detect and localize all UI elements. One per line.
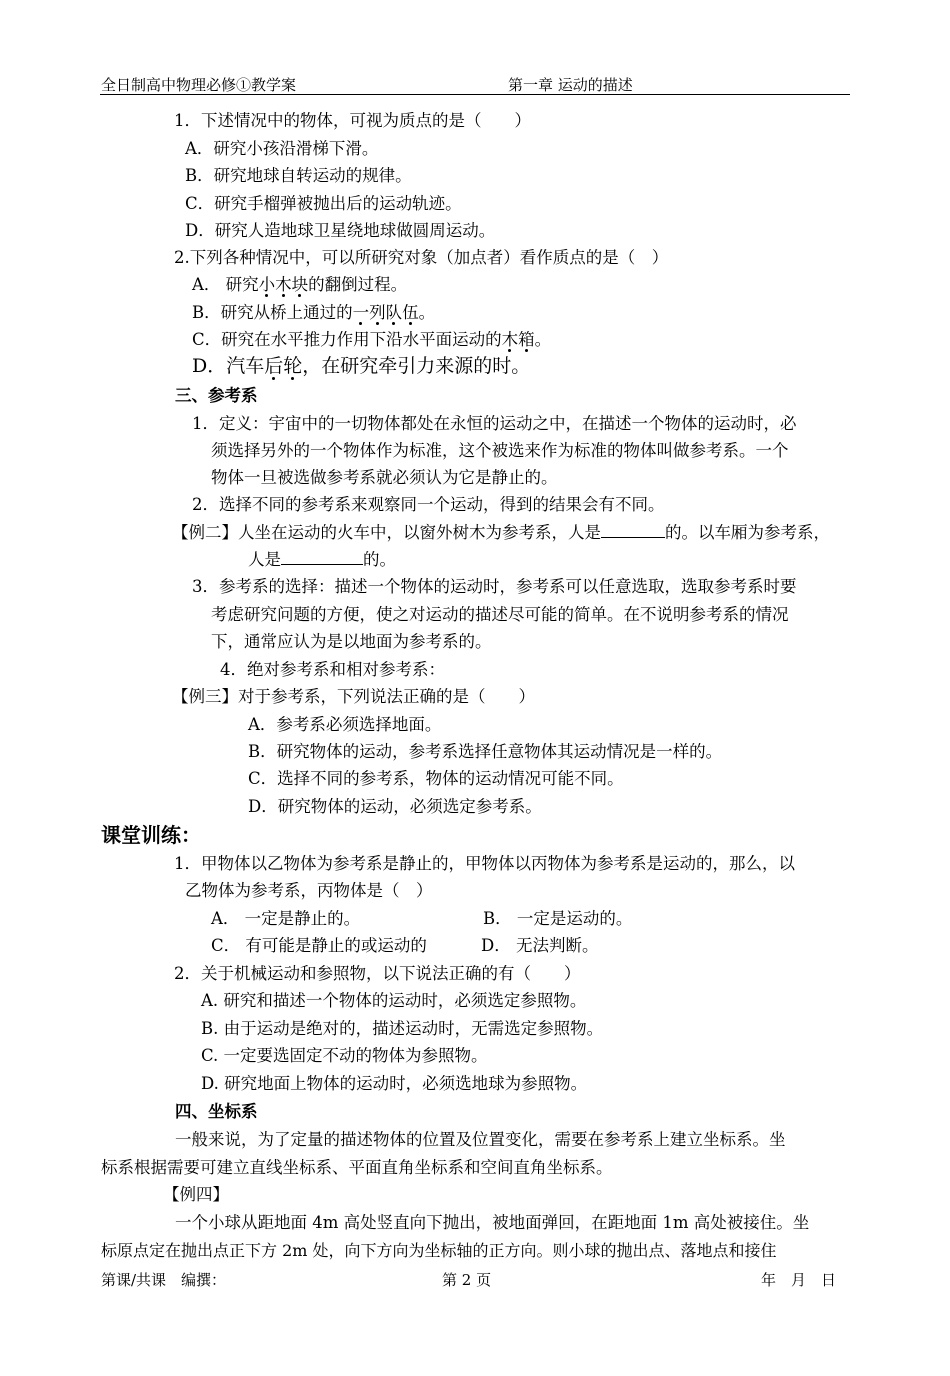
q2-b-emphasis — [353, 303, 419, 322]
training-q2-option-a: A. 研究和描述一个物体的运动时，必须选定参照物。 — [201, 991, 587, 1010]
sec3-p2: 2．选择不同的参考系来观察同一个运动，得到的结果会有不同。 — [192, 495, 665, 514]
sec4-p-line1: 一般来说，为了定量的描述物体的位置及位置变化，需要在参考系上建立坐标系。坐 — [175, 1130, 786, 1149]
training-heading: 课堂训练： — [101, 823, 201, 847]
example-2-line1 — [172, 522, 830, 544]
example-2-text: 【例二】人坐在运动的火车中，以窗外树木为参考系，人是 — [172, 523, 601, 542]
answer-blank-2[interactable] — [281, 550, 363, 565]
emphasis-char: 一 — [352, 303, 370, 322]
sec3-p1-line1: 1．定义：宇宙中的一切物体都处在永恒的运动之中，在描述一个物体的运动时，必 — [192, 414, 797, 433]
example-3-option-d: D．研究物体的运动，必须选定参考系。 — [248, 797, 542, 816]
footer-date: 年 月 日 — [761, 1271, 837, 1289]
emphasis-char: 伍 — [402, 303, 419, 322]
header-chapter: 第一章 运动的描述 — [508, 76, 633, 94]
q2-b-tail: 。 — [418, 303, 436, 322]
q2-option-b — [192, 302, 435, 324]
q2-d-emphasis — [264, 355, 302, 377]
emphasis-char: 木 — [501, 330, 519, 349]
training-q1-option-a: A． 一定是静止的。 — [211, 909, 361, 928]
training-q1-line2: 乙物体为参考系，丙物体是（ ） — [185, 881, 433, 900]
emphasis-char: 轮 — [283, 355, 303, 377]
sec3-p3-line3: 下，通常应认为是以地面为参考系的。 — [211, 632, 492, 651]
header-title: 全日制高中物理必修①教学案 — [101, 76, 297, 94]
q2-c-text: C．研究在水平推力作用下沿水平面运动的 — [192, 330, 502, 349]
page-number: 第 2 页 — [442, 1271, 492, 1289]
training-q2-option-d: D. 研究地面上物体的运动时，必须选地球为参照物。 — [201, 1074, 588, 1093]
training-q2-stem: 2．关于机械运动和参照物，以下说法正确的有（ ） — [174, 964, 581, 983]
q1-option-a: A．研究小孩沿滑梯下滑。 — [185, 139, 379, 158]
example-2-line2-tail: 的。 — [363, 550, 396, 569]
example-4-line2: 标原点定在抛出点正下方 2m 处，向下方向为坐标轴的正方向。则小球的抛出点、落地点和接住 — [101, 1241, 777, 1260]
section-3-heading: 三、参考系 — [175, 386, 258, 405]
training-q1-option-d: D． 无法判断。 — [481, 936, 599, 955]
sec3-p4: 4．绝对参考系和相对参考系： — [220, 660, 445, 679]
sec3-p3-line2: 考虑研究问题的方便，使之对运动的描述尽可能的简单。在不说明参考系的情况 — [211, 605, 789, 624]
emphasis-char: 箱 — [518, 330, 535, 349]
training-q1-option-c: C． 有可能是静止的或运动的 — [211, 936, 427, 955]
q2-option-c — [192, 329, 551, 351]
q1-option-d: D．研究人造地球卫星绕地球做圆周运动。 — [185, 221, 496, 240]
q2-option-d — [192, 355, 530, 377]
example-4-label: 【例四】 — [163, 1185, 229, 1204]
q2-d-tail: ，在研究牵引力来源的时。 — [302, 355, 531, 377]
q2-option-a — [192, 274, 407, 296]
q1-option-c: C．研究手榴弹被抛出后的运动轨迹。 — [185, 194, 462, 213]
q1-stem: 1．下述情况中的物体，可视为质点的是（ ） — [174, 111, 531, 130]
training-q1-option-b: B． 一定是运动的。 — [483, 909, 633, 928]
training-q1-line1: 1．甲物体以乙物体为参考系是静止的，甲物体以丙物体为参考系是运动的，那么，以 — [174, 854, 795, 873]
example-3-option-b: B．研究物体的运动，参考系选择任意物体其运动情况是一样的。 — [248, 742, 723, 761]
emphasis-char: 块 — [291, 275, 309, 294]
emphasis-char: 后 — [264, 355, 284, 377]
example-3-option-a: A．参考系必须选择地面。 — [248, 715, 442, 734]
example-3-option-c: C．选择不同的参考系，物体的运动情况可能不同。 — [248, 769, 624, 788]
q2-a-tail: 的翻倒过程。 — [308, 275, 408, 294]
emphasis-char: 小 — [258, 275, 276, 294]
sec3-p3-line1: 3．参考系的选择：描述一个物体的运动时，参考系可以任意选取，选取参考系时要 — [192, 577, 797, 596]
q2-stem: 2.下列各种情况中，可以所研究对象（加点者）看作质点的是（ ） — [174, 248, 669, 267]
q1-option-b: B．研究地球自转运动的规律。 — [185, 166, 412, 185]
example-2-line2-text: 人是 — [248, 550, 281, 569]
example-2-text-tail: 的。以车厢为参考系， — [665, 523, 830, 542]
sec3-p1-line3: 物体一旦被选做参考系就必须认为它是静止的。 — [211, 468, 558, 487]
q2-c-emphasis — [502, 330, 535, 349]
q2-a-text: A． 研究 — [192, 275, 259, 294]
emphasis-char: 木 — [275, 275, 292, 294]
section-4-heading: 四、坐标系 — [175, 1102, 258, 1121]
q2-a-emphasis — [259, 275, 309, 294]
sec4-p-line2: 标系根据需要可建立直线坐标系、平面直角坐标系和空间直角坐标系。 — [101, 1158, 613, 1177]
sec3-p1-line2: 须选择另外的一个物体作为标准，这个被选来作为标准的物体叫做参考系。一个 — [211, 441, 789, 460]
training-q2-option-b: B. 由于运动是绝对的，描述运动时，无需选定参照物。 — [201, 1019, 604, 1038]
q2-c-tail: 。 — [534, 330, 552, 349]
q2-d-text: D．汽车 — [192, 355, 265, 377]
answer-blank[interactable] — [601, 523, 665, 538]
footer-left: 第课/共课 编撰： — [101, 1271, 227, 1289]
header-divider — [100, 94, 850, 95]
q2-b-text: B．研究从桥上通过的 — [192, 303, 353, 322]
training-q2-option-c: C. 一定要选固定不动的物体为参照物。 — [201, 1046, 488, 1065]
emphasis-char: 列 — [369, 303, 386, 322]
emphasis-char: 队 — [385, 303, 403, 322]
example-4-line1: 一个小球从距地面 4m 高处竖直向下抛出，被地面弹回，在距地面 1m 高处被接住。坐 — [175, 1213, 810, 1232]
example-3-stem: 【例三】对于参考系，下列说法正确的是（ ） — [172, 687, 535, 706]
example-2-line2 — [248, 549, 396, 571]
